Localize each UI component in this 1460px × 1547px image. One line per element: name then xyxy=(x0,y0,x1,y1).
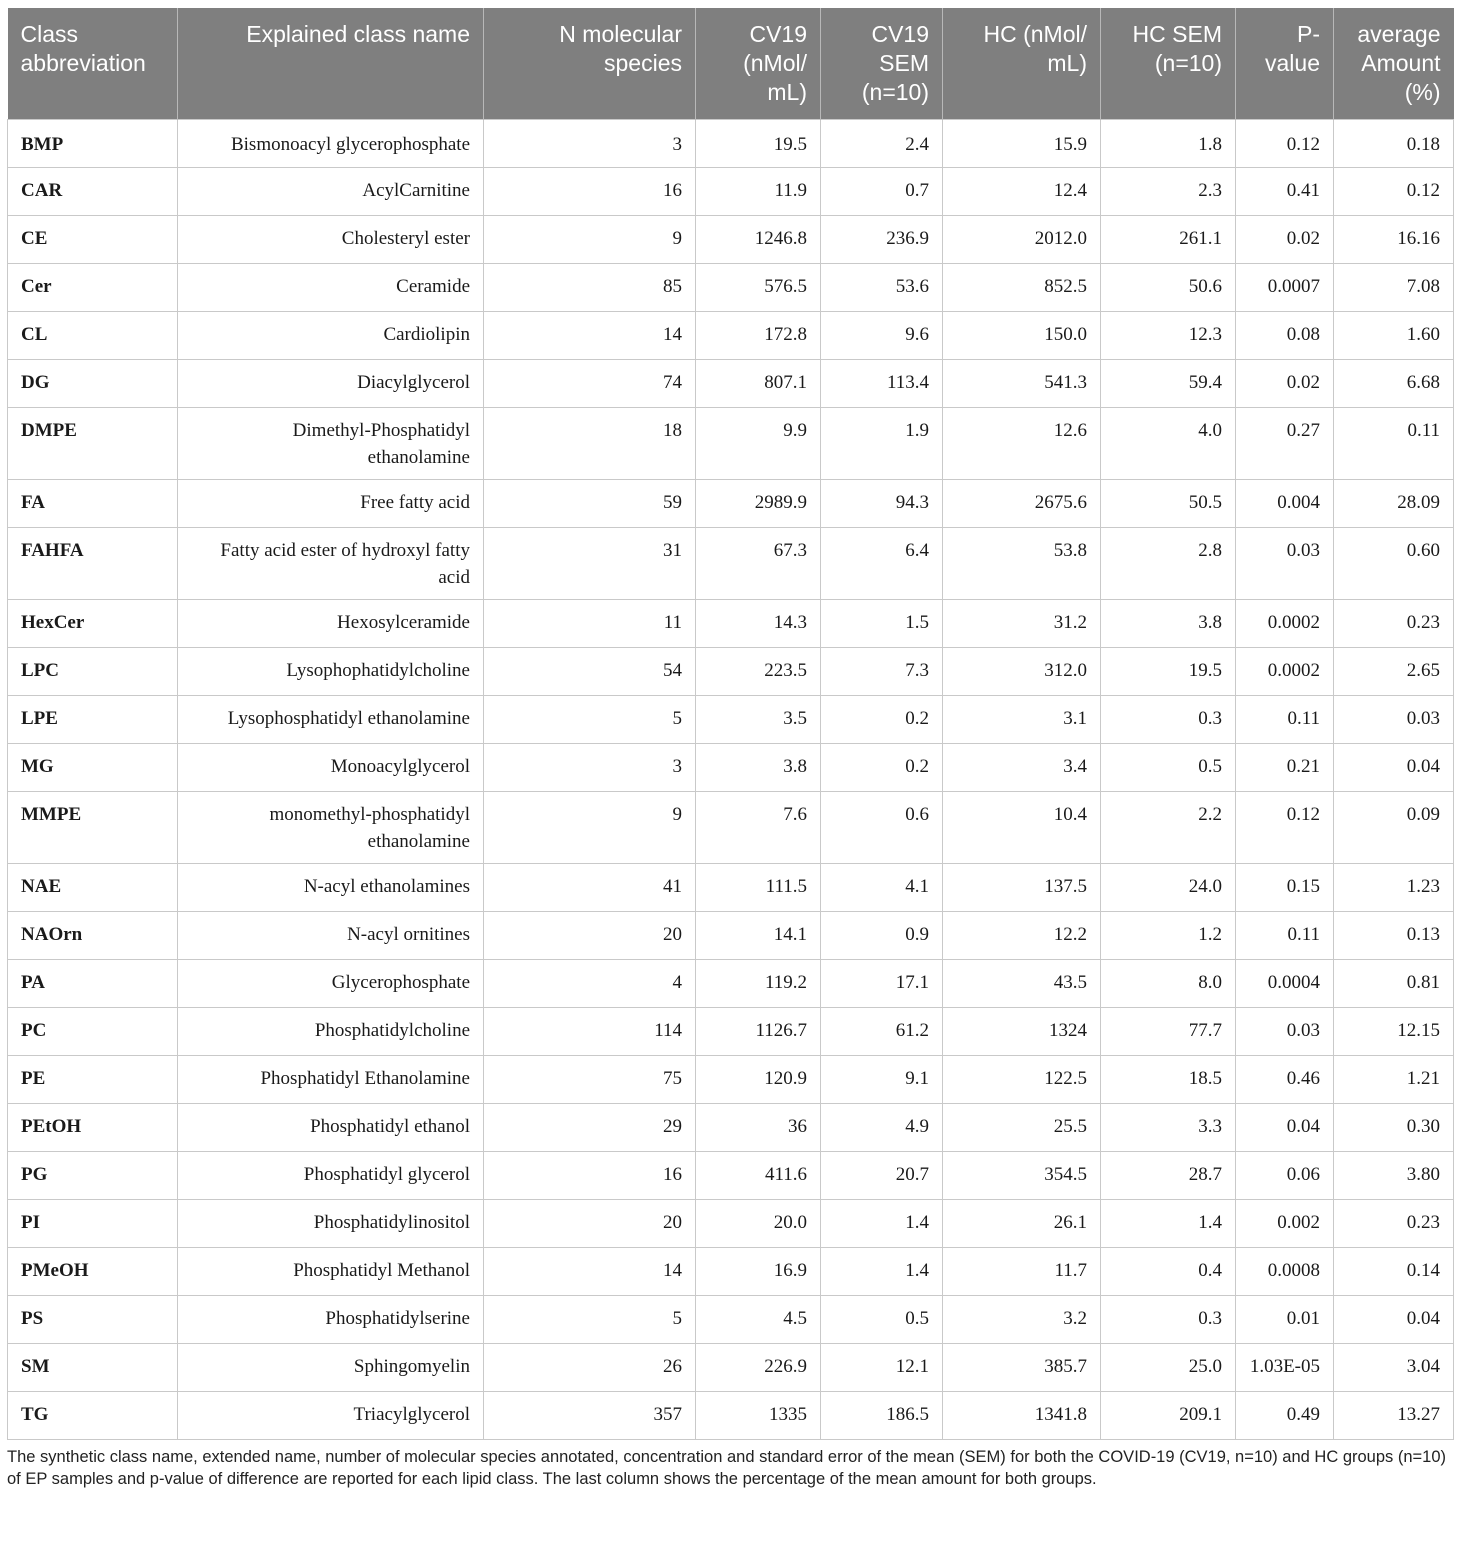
cell-class-abbreviation: FA xyxy=(8,480,178,528)
header-hc-concentration: HC (nMol/ mL) xyxy=(943,8,1101,120)
cell-p-value: 0.41 xyxy=(1236,168,1334,216)
cell-hc-concentration: 150.0 xyxy=(943,312,1101,360)
cell-average-amount: 3.80 xyxy=(1334,1152,1454,1200)
table-row xyxy=(8,1248,1454,1296)
cell-n-molecular-species: 26 xyxy=(484,1344,696,1392)
cell-hc-sem: 8.0 xyxy=(1101,960,1236,1008)
cell-hc-concentration: 25.5 xyxy=(943,1104,1101,1152)
cell-cv19-sem: 0.2 xyxy=(821,744,943,792)
header-average-amount: average Amount (%) xyxy=(1334,8,1454,120)
cell-class-abbreviation: DG xyxy=(8,360,178,408)
cell-p-value: 0.01 xyxy=(1236,1296,1334,1344)
cell-cv19-concentration: 120.9 xyxy=(696,1056,821,1104)
cell-p-value: 0.11 xyxy=(1236,912,1334,960)
cell-hc-concentration: 3.1 xyxy=(943,696,1101,744)
cell-class-abbreviation: PA xyxy=(8,960,178,1008)
cell-explained-class-name: Glycerophosphate xyxy=(178,960,484,1008)
table-row xyxy=(8,1392,1454,1440)
cell-p-value: 0.46 xyxy=(1236,1056,1334,1104)
cell-cv19-sem: 53.6 xyxy=(821,264,943,312)
cell-explained-class-name: Ceramide xyxy=(178,264,484,312)
cell-n-molecular-species: 16 xyxy=(484,168,696,216)
cell-p-value: 0.0007 xyxy=(1236,264,1334,312)
cell-hc-sem: 4.0 xyxy=(1101,408,1236,480)
cell-average-amount: 0.11 xyxy=(1334,408,1454,480)
cell-p-value: 0.49 xyxy=(1236,1392,1334,1440)
cell-hc-sem: 0.4 xyxy=(1101,1248,1236,1296)
cell-class-abbreviation: PI xyxy=(8,1200,178,1248)
cell-average-amount: 1.21 xyxy=(1334,1056,1454,1104)
cell-explained-class-name: AcylCarnitine xyxy=(178,168,484,216)
cell-hc-sem: 12.3 xyxy=(1101,312,1236,360)
cell-cv19-sem: 6.4 xyxy=(821,528,943,600)
cell-average-amount: 16.16 xyxy=(1334,216,1454,264)
cell-p-value: 0.0004 xyxy=(1236,960,1334,1008)
cell-average-amount: 0.14 xyxy=(1334,1248,1454,1296)
cell-cv19-sem: 1.4 xyxy=(821,1200,943,1248)
cell-average-amount: 1.60 xyxy=(1334,312,1454,360)
cell-cv19-sem: 12.1 xyxy=(821,1344,943,1392)
cell-explained-class-name: Lysophophatidylcholine xyxy=(178,648,484,696)
cell-explained-class-name: Phosphatidylserine xyxy=(178,1296,484,1344)
cell-cv19-concentration: 20.0 xyxy=(696,1200,821,1248)
cell-cv19-sem: 1.4 xyxy=(821,1248,943,1296)
cell-hc-sem: 3.3 xyxy=(1101,1104,1236,1152)
cell-n-molecular-species: 18 xyxy=(484,408,696,480)
table-row xyxy=(8,408,1454,480)
cell-hc-sem: 24.0 xyxy=(1101,864,1236,912)
cell-hc-sem: 77.7 xyxy=(1101,1008,1236,1056)
cell-hc-sem: 1.4 xyxy=(1101,1200,1236,1248)
cell-hc-concentration: 43.5 xyxy=(943,960,1101,1008)
cell-average-amount: 0.60 xyxy=(1334,528,1454,600)
cell-n-molecular-species: 14 xyxy=(484,312,696,360)
cell-p-value: 0.02 xyxy=(1236,360,1334,408)
cell-hc-concentration: 26.1 xyxy=(943,1200,1101,1248)
cell-cv19-concentration: 4.5 xyxy=(696,1296,821,1344)
cell-explained-class-name: Cardiolipin xyxy=(178,312,484,360)
cell-cv19-concentration: 226.9 xyxy=(696,1344,821,1392)
header-explained-class-name: Explained class name xyxy=(178,8,484,120)
cell-cv19-sem: 4.9 xyxy=(821,1104,943,1152)
cell-cv19-sem: 186.5 xyxy=(821,1392,943,1440)
cell-p-value: 0.002 xyxy=(1236,1200,1334,1248)
cell-explained-class-name: Lysophosphatidyl ethanolamine xyxy=(178,696,484,744)
cell-n-molecular-species: 9 xyxy=(484,216,696,264)
table-row xyxy=(8,1296,1454,1344)
cell-p-value: 0.12 xyxy=(1236,792,1334,864)
cell-class-abbreviation: LPC xyxy=(8,648,178,696)
cell-average-amount: 0.30 xyxy=(1334,1104,1454,1152)
cell-cv19-concentration: 119.2 xyxy=(696,960,821,1008)
cell-cv19-concentration: 576.5 xyxy=(696,264,821,312)
cell-p-value: 0.04 xyxy=(1236,1104,1334,1152)
cell-hc-sem: 0.3 xyxy=(1101,696,1236,744)
cell-p-value: 0.27 xyxy=(1236,408,1334,480)
cell-explained-class-name: Phosphatidyl glycerol xyxy=(178,1152,484,1200)
cell-hc-sem: 50.5 xyxy=(1101,480,1236,528)
cell-n-molecular-species: 59 xyxy=(484,480,696,528)
cell-cv19-concentration: 36 xyxy=(696,1104,821,1152)
header-p-value: P-value xyxy=(1236,8,1334,120)
cell-class-abbreviation: PG xyxy=(8,1152,178,1200)
cell-explained-class-name: Monoacylglycerol xyxy=(178,744,484,792)
cell-class-abbreviation: Cer xyxy=(8,264,178,312)
cell-explained-class-name: Phosphatidyl Methanol xyxy=(178,1248,484,1296)
cell-n-molecular-species: 75 xyxy=(484,1056,696,1104)
table-row xyxy=(8,792,1454,864)
cell-cv19-sem: 113.4 xyxy=(821,360,943,408)
cell-n-molecular-species: 85 xyxy=(484,264,696,312)
cell-hc-concentration: 10.4 xyxy=(943,792,1101,864)
cell-cv19-concentration: 19.5 xyxy=(696,120,821,168)
cell-average-amount: 0.04 xyxy=(1334,1296,1454,1344)
cell-average-amount: 0.23 xyxy=(1334,1200,1454,1248)
cell-p-value: 0.21 xyxy=(1236,744,1334,792)
cell-cv19-sem: 2.4 xyxy=(821,120,943,168)
cell-hc-sem: 1.8 xyxy=(1101,120,1236,168)
table-row xyxy=(8,1152,1454,1200)
table-footnote: The synthetic class name, extended name, number of molecular species annotated, concentration and standard error of the mean (SEM) for both the COVID-19 (CV19, n=10) and HC groups (n=10) of EP samples and p-value of difference are reported for each lipid class. The last column shows the percentage of the mean amount for both groups. xyxy=(7,1448,1447,1488)
cell-cv19-concentration: 172.8 xyxy=(696,312,821,360)
cell-n-molecular-species: 20 xyxy=(484,912,696,960)
cell-explained-class-name: Phosphatidylinositol xyxy=(178,1200,484,1248)
cell-cv19-concentration: 9.9 xyxy=(696,408,821,480)
table-row xyxy=(8,120,1454,168)
cell-explained-class-name: monomethyl-phosphatidyl ethanolamine xyxy=(178,792,484,864)
cell-average-amount: 0.13 xyxy=(1334,912,1454,960)
cell-cv19-concentration: 1126.7 xyxy=(696,1008,821,1056)
cell-cv19-sem: 9.6 xyxy=(821,312,943,360)
table-row xyxy=(8,696,1454,744)
cell-average-amount: 0.18 xyxy=(1334,120,1454,168)
cell-hc-concentration: 541.3 xyxy=(943,360,1101,408)
cell-cv19-concentration: 1335 xyxy=(696,1392,821,1440)
cell-n-molecular-species: 14 xyxy=(484,1248,696,1296)
table-row xyxy=(8,1344,1454,1392)
cell-p-value: 0.004 xyxy=(1236,480,1334,528)
cell-class-abbreviation: PEtOH xyxy=(8,1104,178,1152)
cell-hc-sem: 0.5 xyxy=(1101,744,1236,792)
cell-average-amount: 12.15 xyxy=(1334,1008,1454,1056)
cell-p-value: 0.0002 xyxy=(1236,600,1334,648)
cell-explained-class-name: Free fatty acid xyxy=(178,480,484,528)
cell-p-value: 0.06 xyxy=(1236,1152,1334,1200)
cell-hc-concentration: 312.0 xyxy=(943,648,1101,696)
cell-cv19-concentration: 3.5 xyxy=(696,696,821,744)
cell-cv19-concentration: 67.3 xyxy=(696,528,821,600)
cell-class-abbreviation: NAE xyxy=(8,864,178,912)
cell-average-amount: 0.03 xyxy=(1334,696,1454,744)
cell-explained-class-name: N-acyl ornitines xyxy=(178,912,484,960)
header-class-abbreviation: Class abbreviation xyxy=(8,8,178,120)
cell-class-abbreviation: TG xyxy=(8,1392,178,1440)
cell-cv19-sem: 0.5 xyxy=(821,1296,943,1344)
cell-cv19-sem: 9.1 xyxy=(821,1056,943,1104)
cell-cv19-concentration: 7.6 xyxy=(696,792,821,864)
cell-hc-concentration: 1324 xyxy=(943,1008,1101,1056)
cell-cv19-sem: 17.1 xyxy=(821,960,943,1008)
table-row xyxy=(8,960,1454,1008)
table-row xyxy=(8,1008,1454,1056)
cell-hc-concentration: 12.4 xyxy=(943,168,1101,216)
cell-explained-class-name: Cholesteryl ester xyxy=(178,216,484,264)
cell-average-amount: 2.65 xyxy=(1334,648,1454,696)
cell-p-value: 0.08 xyxy=(1236,312,1334,360)
table-row xyxy=(8,600,1454,648)
cell-class-abbreviation: CE xyxy=(8,216,178,264)
cell-hc-concentration: 852.5 xyxy=(943,264,1101,312)
cell-hc-concentration: 11.7 xyxy=(943,1248,1101,1296)
cell-cv19-sem: 0.2 xyxy=(821,696,943,744)
cell-hc-concentration: 2012.0 xyxy=(943,216,1101,264)
cell-n-molecular-species: 3 xyxy=(484,744,696,792)
cell-hc-sem: 2.2 xyxy=(1101,792,1236,864)
cell-class-abbreviation: MMPE xyxy=(8,792,178,864)
cell-average-amount: 7.08 xyxy=(1334,264,1454,312)
cell-hc-concentration: 15.9 xyxy=(943,120,1101,168)
table-row xyxy=(8,480,1454,528)
table-row xyxy=(8,360,1454,408)
table-header xyxy=(8,8,1454,120)
cell-hc-sem: 2.8 xyxy=(1101,528,1236,600)
cell-cv19-concentration: 2989.9 xyxy=(696,480,821,528)
cell-cv19-sem: 0.6 xyxy=(821,792,943,864)
cell-p-value: 0.03 xyxy=(1236,528,1334,600)
lipid-class-table xyxy=(7,8,1454,1440)
cell-hc-sem: 19.5 xyxy=(1101,648,1236,696)
cell-explained-class-name: Bismonoacyl glycerophosphate xyxy=(178,120,484,168)
table-body xyxy=(8,120,1454,1440)
cell-average-amount: 3.04 xyxy=(1334,1344,1454,1392)
cell-n-molecular-species: 9 xyxy=(484,792,696,864)
cell-class-abbreviation: PC xyxy=(8,1008,178,1056)
cell-average-amount: 28.09 xyxy=(1334,480,1454,528)
cell-p-value: 1.03E-05 xyxy=(1236,1344,1334,1392)
cell-class-abbreviation: HexCer xyxy=(8,600,178,648)
cell-cv19-sem: 61.2 xyxy=(821,1008,943,1056)
table-row xyxy=(8,912,1454,960)
cell-average-amount: 0.04 xyxy=(1334,744,1454,792)
cell-class-abbreviation: PMeOH xyxy=(8,1248,178,1296)
cell-cv19-concentration: 1246.8 xyxy=(696,216,821,264)
cell-explained-class-name: Sphingomyelin xyxy=(178,1344,484,1392)
cell-explained-class-name: Hexosylceramide xyxy=(178,600,484,648)
cell-cv19-concentration: 14.1 xyxy=(696,912,821,960)
cell-cv19-concentration: 223.5 xyxy=(696,648,821,696)
cell-class-abbreviation: BMP xyxy=(8,120,178,168)
cell-cv19-sem: 1.9 xyxy=(821,408,943,480)
cell-hc-sem: 50.6 xyxy=(1101,264,1236,312)
cell-explained-class-name: Fatty acid ester of hydroxyl fatty acid xyxy=(178,528,484,600)
cell-hc-concentration: 2675.6 xyxy=(943,480,1101,528)
cell-class-abbreviation: PE xyxy=(8,1056,178,1104)
cell-hc-concentration: 53.8 xyxy=(943,528,1101,600)
table-row xyxy=(8,216,1454,264)
cell-hc-sem: 261.1 xyxy=(1101,216,1236,264)
cell-p-value: 0.03 xyxy=(1236,1008,1334,1056)
cell-class-abbreviation: CL xyxy=(8,312,178,360)
cell-average-amount: 0.81 xyxy=(1334,960,1454,1008)
cell-class-abbreviation: NAOrn xyxy=(8,912,178,960)
cell-hc-concentration: 385.7 xyxy=(943,1344,1101,1392)
cell-p-value: 0.15 xyxy=(1236,864,1334,912)
cell-cv19-concentration: 11.9 xyxy=(696,168,821,216)
cell-average-amount: 0.09 xyxy=(1334,792,1454,864)
cell-hc-concentration: 3.2 xyxy=(943,1296,1101,1344)
cell-n-molecular-species: 114 xyxy=(484,1008,696,1056)
cell-cv19-sem: 1.5 xyxy=(821,600,943,648)
cell-n-molecular-species: 357 xyxy=(484,1392,696,1440)
cell-explained-class-name: Diacylglycerol xyxy=(178,360,484,408)
cell-average-amount: 1.23 xyxy=(1334,864,1454,912)
cell-hc-concentration: 122.5 xyxy=(943,1056,1101,1104)
cell-cv19-concentration: 111.5 xyxy=(696,864,821,912)
cell-explained-class-name: Phosphatidyl Ethanolamine xyxy=(178,1056,484,1104)
cell-cv19-concentration: 807.1 xyxy=(696,360,821,408)
cell-hc-sem: 18.5 xyxy=(1101,1056,1236,1104)
cell-n-molecular-species: 3 xyxy=(484,120,696,168)
cell-hc-concentration: 3.4 xyxy=(943,744,1101,792)
cell-n-molecular-species: 31 xyxy=(484,528,696,600)
cell-hc-concentration: 1341.8 xyxy=(943,1392,1101,1440)
cell-class-abbreviation: MG xyxy=(8,744,178,792)
header-row xyxy=(8,8,1454,120)
cell-class-abbreviation: DMPE xyxy=(8,408,178,480)
cell-average-amount: 13.27 xyxy=(1334,1392,1454,1440)
table-row xyxy=(8,168,1454,216)
cell-p-value: 0.12 xyxy=(1236,120,1334,168)
cell-explained-class-name: Phosphatidylcholine xyxy=(178,1008,484,1056)
cell-hc-sem: 59.4 xyxy=(1101,360,1236,408)
table-row xyxy=(8,528,1454,600)
cell-cv19-concentration: 3.8 xyxy=(696,744,821,792)
cell-hc-concentration: 31.2 xyxy=(943,600,1101,648)
cell-n-molecular-species: 11 xyxy=(484,600,696,648)
cell-cv19-concentration: 14.3 xyxy=(696,600,821,648)
cell-hc-concentration: 137.5 xyxy=(943,864,1101,912)
cell-class-abbreviation: LPE xyxy=(8,696,178,744)
cell-class-abbreviation: CAR xyxy=(8,168,178,216)
table-row xyxy=(8,312,1454,360)
cell-hc-sem: 1.2 xyxy=(1101,912,1236,960)
cell-n-molecular-species: 4 xyxy=(484,960,696,1008)
table-row xyxy=(8,1104,1454,1152)
header-cv19-sem: CV19 SEM (n=10) xyxy=(821,8,943,120)
cell-average-amount: 0.23 xyxy=(1334,600,1454,648)
cell-cv19-concentration: 16.9 xyxy=(696,1248,821,1296)
cell-hc-sem: 0.3 xyxy=(1101,1296,1236,1344)
table-row xyxy=(8,864,1454,912)
cell-n-molecular-species: 41 xyxy=(484,864,696,912)
cell-n-molecular-species: 74 xyxy=(484,360,696,408)
cell-cv19-sem: 20.7 xyxy=(821,1152,943,1200)
cell-n-molecular-species: 5 xyxy=(484,696,696,744)
cell-n-molecular-species: 16 xyxy=(484,1152,696,1200)
cell-explained-class-name: N-acyl ethanolamines xyxy=(178,864,484,912)
header-cv19-concentration: CV19 (nMol/ mL) xyxy=(696,8,821,120)
cell-hc-concentration: 354.5 xyxy=(943,1152,1101,1200)
cell-n-molecular-species: 20 xyxy=(484,1200,696,1248)
cell-hc-concentration: 12.6 xyxy=(943,408,1101,480)
cell-explained-class-name: Dimethyl-Phosphatidyl ethanolamine xyxy=(178,408,484,480)
cell-hc-sem: 25.0 xyxy=(1101,1344,1236,1392)
cell-average-amount: 6.68 xyxy=(1334,360,1454,408)
cell-explained-class-name: Phosphatidyl ethanol xyxy=(178,1104,484,1152)
cell-cv19-sem: 7.3 xyxy=(821,648,943,696)
cell-p-value: 0.0008 xyxy=(1236,1248,1334,1296)
cell-cv19-concentration: 411.6 xyxy=(696,1152,821,1200)
cell-cv19-sem: 4.1 xyxy=(821,864,943,912)
table-row xyxy=(8,1200,1454,1248)
cell-cv19-sem: 0.9 xyxy=(821,912,943,960)
cell-p-value: 0.11 xyxy=(1236,696,1334,744)
cell-hc-concentration: 12.2 xyxy=(943,912,1101,960)
cell-cv19-sem: 0.7 xyxy=(821,168,943,216)
table-row xyxy=(8,648,1454,696)
cell-explained-class-name: Triacylglycerol xyxy=(178,1392,484,1440)
cell-hc-sem: 2.3 xyxy=(1101,168,1236,216)
cell-hc-sem: 209.1 xyxy=(1101,1392,1236,1440)
table-row xyxy=(8,264,1454,312)
cell-average-amount: 0.12 xyxy=(1334,168,1454,216)
cell-class-abbreviation: SM xyxy=(8,1344,178,1392)
cell-class-abbreviation: FAHFA xyxy=(8,528,178,600)
cell-hc-sem: 3.8 xyxy=(1101,600,1236,648)
cell-cv19-sem: 94.3 xyxy=(821,480,943,528)
cell-p-value: 0.0002 xyxy=(1236,648,1334,696)
cell-n-molecular-species: 5 xyxy=(484,1296,696,1344)
cell-n-molecular-species: 29 xyxy=(484,1104,696,1152)
header-n-molecular-species: N molecular species xyxy=(484,8,696,120)
header-hc-sem: HC SEM (n=10) xyxy=(1101,8,1236,120)
cell-p-value: 0.02 xyxy=(1236,216,1334,264)
table-container xyxy=(7,8,1453,1490)
table-row xyxy=(8,744,1454,792)
cell-cv19-sem: 236.9 xyxy=(821,216,943,264)
table-row xyxy=(8,1056,1454,1104)
cell-hc-sem: 28.7 xyxy=(1101,1152,1236,1200)
cell-n-molecular-species: 54 xyxy=(484,648,696,696)
cell-class-abbreviation: PS xyxy=(8,1296,178,1344)
